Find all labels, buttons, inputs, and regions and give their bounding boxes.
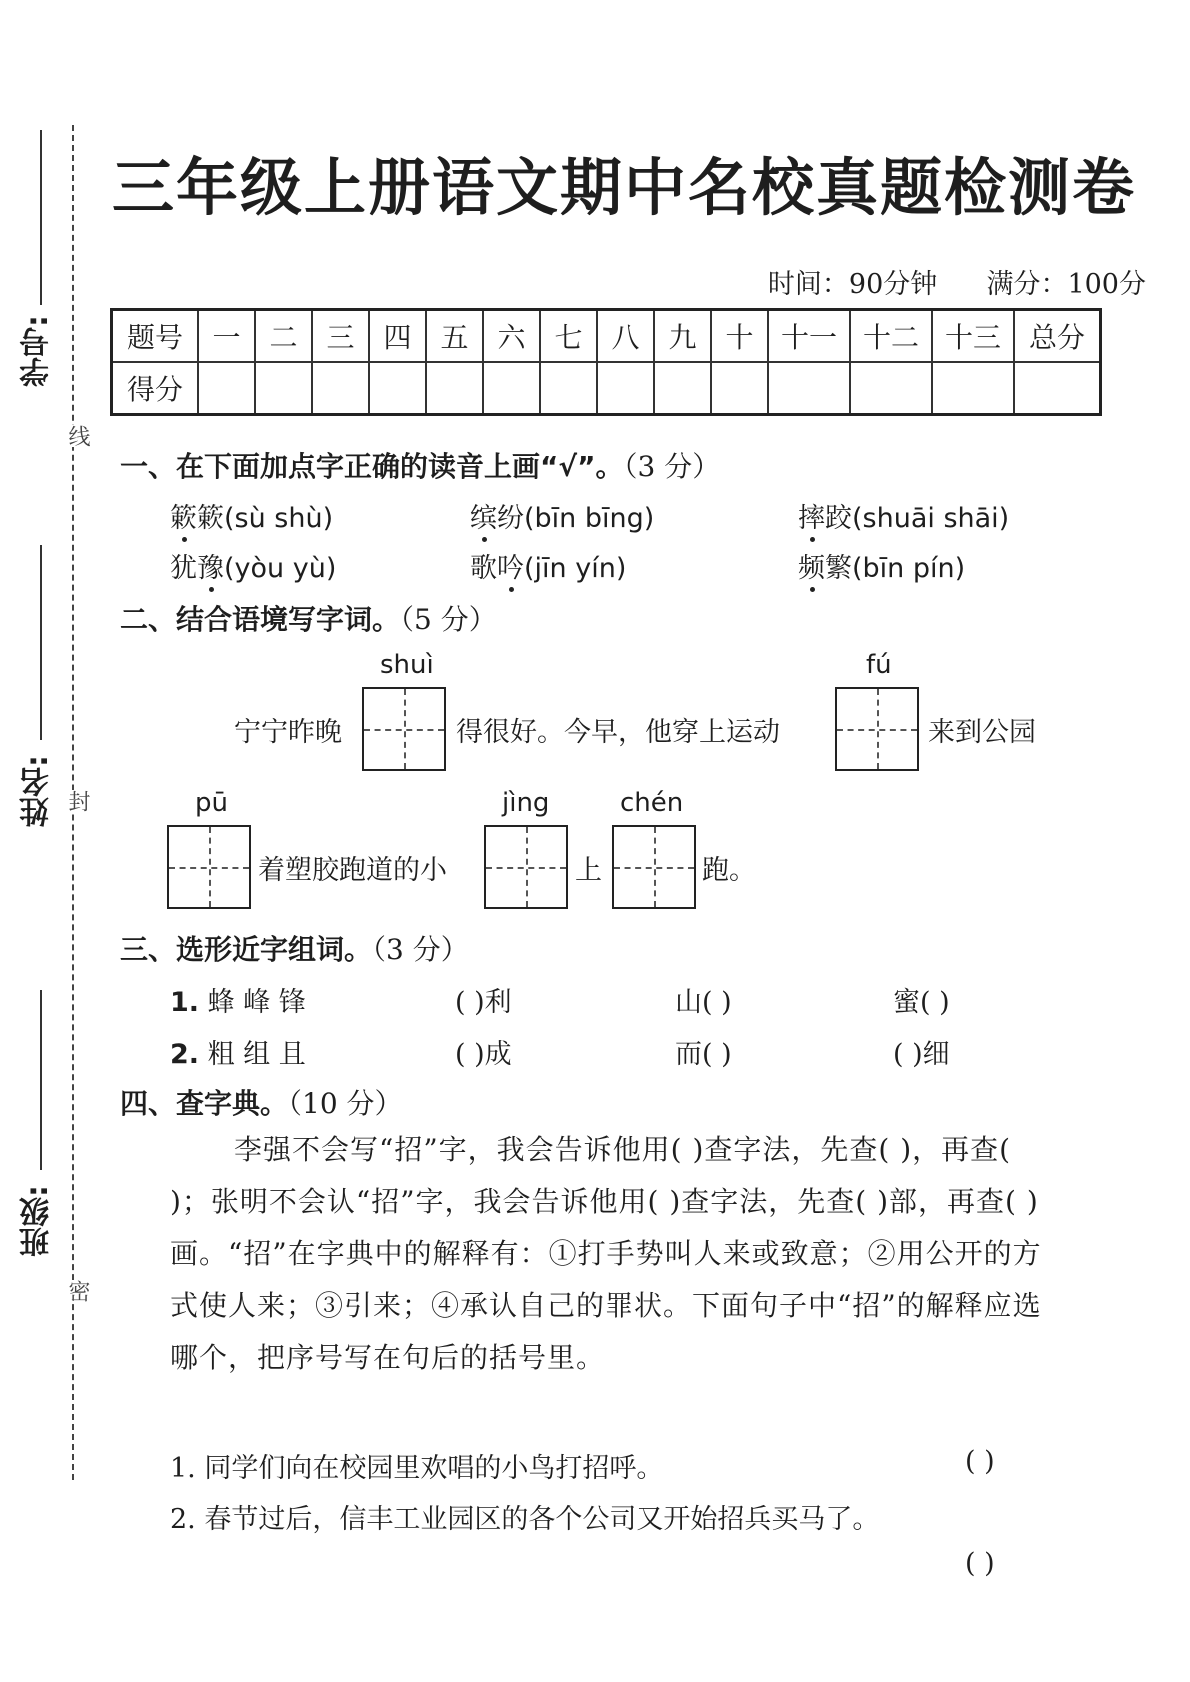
section3-points: （3 分） [372, 933, 469, 966]
score-cell[interactable] [540, 362, 597, 415]
score-cell[interactable] [1014, 362, 1101, 415]
s4-q1-text: 1. 同学们向在校园里欢唱的小鸟打招呼。 [170, 1453, 664, 1484]
student-id-label: 学号: [20, 315, 55, 387]
class-underline [40, 990, 42, 1170]
pinyin-options[interactable]: (bīn pín) [852, 553, 966, 584]
dotted-char: 簌 [170, 503, 197, 534]
s3-num: 2. [170, 1039, 200, 1070]
pinyin-jing: jìng [502, 788, 550, 818]
name-underline [40, 545, 42, 740]
pinyin-pu: pū [195, 788, 228, 818]
score-header-cell: 九 [654, 310, 711, 363]
section2-points: （5 分） [400, 603, 497, 636]
s3-blank[interactable]: ( )细 [893, 1039, 950, 1070]
section3-title: 三、选形近字组词。 [120, 933, 373, 966]
s2-text: 跑。 [702, 855, 756, 886]
plain-char: 歌 [470, 553, 497, 584]
pinyin-shui: shuì [380, 650, 434, 680]
dotted-char: 摔 [798, 503, 825, 534]
s3-row-2 [170, 1032, 306, 1071]
tian-grid-box[interactable] [484, 825, 568, 909]
score-cell[interactable] [483, 362, 540, 415]
section1-item [798, 546, 965, 585]
plain-char: 繁 [825, 553, 852, 584]
score-header-cell: 五 [426, 310, 483, 363]
score-cell[interactable] [768, 362, 850, 415]
s3-chars: 蜂 峰 锋 [207, 987, 306, 1018]
s2-text: 来到公园 [928, 717, 1036, 748]
section4-title: 四、查字典。 [120, 1087, 289, 1120]
s3-row-1 [170, 980, 306, 1019]
s3-blank[interactable]: 蜜( ) [893, 987, 950, 1018]
cut-mark-secret: 密 [62, 1280, 93, 1302]
pinyin-options[interactable]: (sù shù) [224, 503, 334, 534]
section2-title: 二、结合语境写字词。 [120, 603, 401, 636]
score-cell[interactable] [369, 362, 426, 415]
s4-question-2: 2. 春节过后，信丰工业园区的各个公司又开始招兵买马了。 [170, 1504, 880, 1535]
score-table-score-row [112, 362, 1101, 415]
s3-num: 1. [170, 987, 200, 1018]
score-table-header-row [112, 310, 1101, 363]
exam-info [768, 262, 1146, 301]
score-header-cell: 十二 [850, 310, 932, 363]
score-header-cell: 三 [312, 310, 369, 363]
pinyin-options[interactable]: (yòu yù) [224, 553, 337, 584]
section4-paragraph: 李强不会写“招”字，我会告诉他用( )查字法，先查( )，再查( )；张明不会认“招”字，我会告诉他用( )查字法，先查( )部，再查( )画。“招”在字典中的解释有：①打手势叫人来或致意；②用公开的方式使人来；③引来；④承认自己的罪状。下面句子中“招”的解释应选哪个，把序号写在句后的括号里。 [170, 1133, 1042, 1374]
name-label: 姓名: [20, 755, 55, 827]
s2-text: 得很好。今早，他穿上运动 [456, 717, 780, 748]
s4-q2-answer[interactable]: ( ) [965, 1548, 995, 1579]
score-row-label: 得分 [112, 362, 199, 415]
dotted-char: 豫 [197, 553, 224, 584]
plain-char: 纷 [497, 503, 524, 534]
score-header-cell: 一 [198, 310, 255, 363]
section1-item [470, 496, 654, 535]
tian-grid-box[interactable] [167, 825, 251, 909]
page-title: 三年级上册语文期中名校真题检测卷 [112, 151, 1137, 224]
section1-heading [120, 445, 720, 485]
score-header-cell: 十 [711, 310, 768, 363]
plain-char: 犹 [170, 553, 197, 584]
s3-blank[interactable]: 而( ) [675, 1039, 732, 1070]
class-label: 班级: [20, 1185, 55, 1257]
plain-char: 簌 [197, 503, 224, 534]
pinyin-chen: chén [620, 788, 684, 818]
s3-blank[interactable]: ( )利 [455, 987, 512, 1018]
pinyin-fu: fú [866, 650, 892, 680]
s3-blank[interactable]: 山( ) [675, 987, 732, 1018]
score-header-cell: 二 [255, 310, 312, 363]
tian-grid-box[interactable] [835, 687, 919, 771]
score-cell[interactable] [312, 362, 369, 415]
score-header-cell: 十三 [932, 310, 1014, 363]
cut-mark-line: 线 [62, 425, 93, 447]
s4-question-1 [170, 1446, 663, 1485]
score-header-cell: 四 [369, 310, 426, 363]
score-cell[interactable] [426, 362, 483, 415]
section1-title: 一、在下面加点字正确的读音上画“√”。 [120, 450, 624, 483]
section1-item [170, 496, 333, 535]
score-header-cell: 八 [597, 310, 654, 363]
s4-q1-answer[interactable]: ( ) [965, 1446, 995, 1477]
section4-points: （10 分） [288, 1087, 403, 1120]
score-header-cell: 题号 [112, 310, 199, 363]
section1-item [798, 496, 1009, 535]
exam-time: 时间：90分钟 [767, 269, 938, 300]
section1-item [470, 546, 626, 585]
cut-mark-seal: 封 [62, 790, 93, 812]
score-cell[interactable] [932, 362, 1014, 415]
section1-item [170, 546, 336, 585]
s2-text: 着塑胶跑道的小 [258, 855, 447, 886]
section3-heading [120, 928, 469, 968]
section2-heading [120, 598, 497, 638]
dotted-char: 频 [798, 553, 825, 584]
score-cell[interactable] [654, 362, 711, 415]
s3-chars: 粗 组 且 [207, 1039, 306, 1070]
exam-full-score: 满分：100分 [986, 269, 1146, 300]
s3-blank[interactable]: ( )成 [455, 1039, 512, 1070]
section4-heading [120, 1082, 403, 1122]
s2-text: 宁宁昨晚 [234, 717, 342, 748]
score-cell[interactable] [850, 362, 932, 415]
score-header-cell: 七 [540, 310, 597, 363]
score-table [110, 308, 1102, 416]
score-cell[interactable] [597, 362, 654, 415]
pinyin-options[interactable]: (shuāi shāi) [852, 503, 1010, 534]
dotted-char: 缤 [470, 503, 497, 534]
score-cell[interactable] [198, 362, 255, 415]
score-cell[interactable] [255, 362, 312, 415]
score-header-cell: 六 [483, 310, 540, 363]
score-header-cell: 总分 [1014, 310, 1101, 363]
pinyin-options[interactable]: (jīn yín) [524, 553, 627, 584]
student-id-underline [40, 130, 42, 305]
score-cell[interactable] [711, 362, 768, 415]
section1-points: （3 分） [623, 450, 721, 483]
s2-text: 上 [575, 855, 602, 886]
pinyin-options[interactable]: (bīn bīng) [524, 503, 655, 534]
plain-char: 跤 [825, 503, 852, 534]
score-header-cell: 十一 [768, 310, 850, 363]
dotted-char: 吟 [497, 553, 524, 584]
tian-grid-box[interactable] [362, 687, 446, 771]
tian-grid-box[interactable] [612, 825, 696, 909]
